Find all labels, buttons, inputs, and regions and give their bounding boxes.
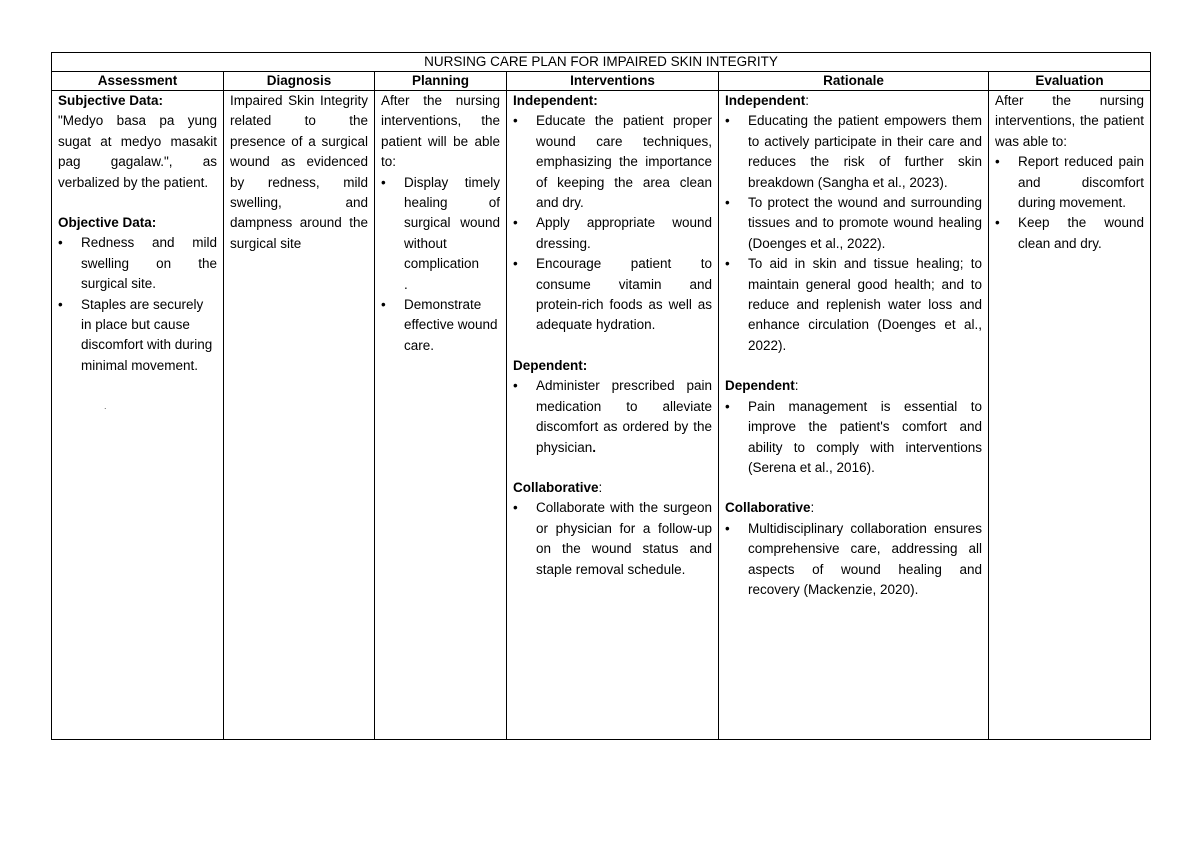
list-item <box>513 376 712 458</box>
header-rationale: Rationale <box>719 72 989 91</box>
colon: : <box>598 479 603 495</box>
objective-data-label: Objective Data: <box>58 215 157 231</box>
rationale-dependent-heading <box>725 376 982 396</box>
colon: : <box>810 500 815 516</box>
rationale-collaborative-heading <box>725 498 982 518</box>
subjective-data-text: "Medyo basa pa yung sugat at medyo masakit pag gagalaw.", as verbalized by the patient. <box>58 113 217 190</box>
diagnosis-text: Impaired Skin Integrity related to the presence of a surgical wound as evidenced by redness, mild swelling, and dampness around the surgical site <box>230 93 368 251</box>
list-item: • Pain management is essential to improve the patient's comfort and ability to comply with interventions (Serena et al., 2016). <box>725 397 982 479</box>
evaluation-cell <box>989 91 1151 740</box>
interventions-cell <box>507 91 719 740</box>
list-item: • Collaborate with the surgeon or physician for a follow-up on the wound status and staple removal schedule. <box>513 498 712 580</box>
list-item: • Educating the patient empowers them to actively participate in their care and reduces the risk of further skin breakdown (Sangha et al., 2023). <box>725 111 982 193</box>
list-item: • Demonstrate effective wound care. <box>381 295 500 356</box>
list-item <box>381 173 500 295</box>
rationale-dependent-label: Dependent <box>725 378 795 394</box>
list-item: • Educate the patient proper wound care techniques, emphasizing the importance of keeping the area clean and dry. <box>513 111 712 213</box>
table-title: NURSING CARE PLAN FOR IMPAIRED SKIN INTEGRITY <box>52 53 1151 72</box>
list-item: • Keep the wound clean and dry. <box>995 213 1144 254</box>
list-item: • To aid in skin and tissue healing; to maintain general good health; and to reduce and replenish water loss and enhance circulation (Doenges et al., 2022). <box>725 254 982 356</box>
list-item: • Report reduced pain and discomfort during movement. <box>995 152 1144 213</box>
intervention-text: Administer prescribed pain medication to alleviate discomfort as ordered by the physician <box>536 378 712 455</box>
stray-mark: . <box>104 401 107 412</box>
header-evaluation: Evaluation <box>989 72 1151 91</box>
interventions-independent-label: Independent: <box>513 93 598 108</box>
interventions-collaborative-heading <box>513 478 712 498</box>
assessment-cell <box>52 91 224 740</box>
header-planning: Planning <box>375 72 507 91</box>
colon: : <box>794 378 799 394</box>
interventions-independent-list <box>513 111 712 335</box>
evaluation-intro: After the nursing interventions, the patient was able to: <box>995 93 1145 149</box>
rationale-independent-label: Independent <box>725 93 806 108</box>
interventions-dependent-label: Dependent: <box>513 357 588 373</box>
rationale-cell <box>719 91 989 740</box>
subjective-data-label: Subjective Data: <box>58 93 164 108</box>
intervention-period: . <box>592 439 597 455</box>
list-item: • To protect the wound and surrounding tissues and to promote wound healing (Doenges et al., 2022). <box>725 193 982 254</box>
planning-intro: After the nursing interventions, the patient will be able to: <box>381 93 500 170</box>
rationale-independent-list <box>725 111 982 356</box>
interventions-collaborative-list <box>513 498 712 580</box>
list-item: • Redness and mild swelling on the surgical site. <box>58 233 217 294</box>
header-interventions: Interventions <box>507 72 719 91</box>
list-item: • Encourage patient to consume vitamin and protein-rich foods as well as adequate hydration. <box>513 254 712 336</box>
goal-text: Display timely healing of surgical wound without complication <box>404 174 500 272</box>
objective-data-list <box>58 233 217 376</box>
care-plan-table <box>51 52 1151 740</box>
header-diagnosis: Diagnosis <box>224 72 375 91</box>
list-item: • Apply appropriate wound dressing. <box>513 213 712 254</box>
colon: : <box>805 93 810 108</box>
planning-goals-list <box>381 173 500 357</box>
planning-cell <box>375 91 507 740</box>
diagnosis-cell <box>224 91 375 740</box>
interventions-collaborative-label: Collaborative <box>513 479 599 495</box>
stray-mark: . <box>404 276 408 292</box>
header-assessment: Assessment <box>52 72 224 91</box>
evaluation-outcomes-list <box>995 152 1144 254</box>
rationale-collaborative-list <box>725 519 982 601</box>
rationale-independent-heading <box>725 91 982 111</box>
rationale-dependent-list <box>725 397 982 479</box>
list-item: • Staples are securely in place but cause discomfort with during minimal movement. <box>58 295 217 377</box>
list-item: • Multidisciplinary collaboration ensures comprehensive care, addressing all aspects of wound healing and recovery (Mackenzie, 2020). <box>725 519 982 601</box>
interventions-dependent-list <box>513 376 712 458</box>
rationale-collaborative-label: Collaborative <box>725 500 811 516</box>
